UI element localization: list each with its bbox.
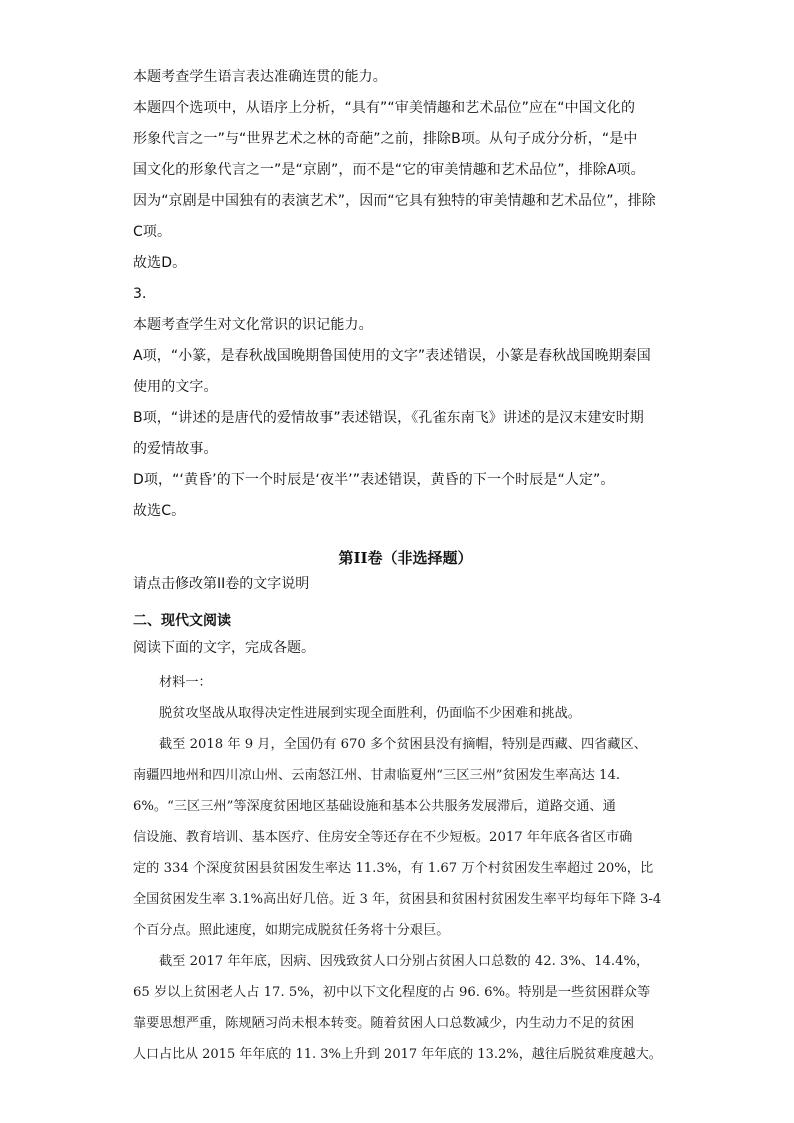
material-line: 65 岁以上贫困老人占 17. 5%，初中以下文化程度的占 96. 6%。特别是一些贫困群众等 — [133, 985, 651, 1000]
part2-title: 第II卷（非选择题） — [338, 549, 473, 567]
answer-line: 本题考查学生语言表达准确连贯的能力。 — [133, 69, 387, 85]
answer-line: 的爱情故事。 — [133, 441, 218, 457]
answer-line: 故选C。 — [133, 503, 186, 519]
answer-line: 国文化的形象代言之一”是“京剧”，而不是“它的审美情趣和艺术品位”，排除A项。 — [133, 162, 645, 178]
material-line: 人口占比从 2015 年年底的 11. 3%上升到 2017 年年底的 13.2%，越往后脱贫难度越大。 — [133, 1047, 662, 1062]
answer-line: D项，“‘黄昏’的下一个时辰是‘夜半’”表述错误，黄昏的下一个时辰是“人定”。 — [133, 472, 615, 488]
material-line: 脱贫攻坚战从取得决定性进展到实现全面胜利，仍面临不少困难和挑战。 — [159, 706, 581, 721]
answer-line: 形象代言之一”与“世界艺术之林的奇葩”之前，排除B项。从句子成分分析，“是中 — [133, 131, 638, 147]
answer-line: 本题考查学生对文化常识的识记能力。 — [133, 317, 373, 333]
question-number: 3． — [133, 286, 157, 302]
material-line: 信设施、教育培训、基本医疗、住房安全等还存在不少短板。2017 年年底各省区市确 — [133, 830, 633, 845]
answer-line: 因为“京剧是中国独有的表演艺术”，因而“它具有独特的审美情趣和艺术品位”，排除 — [133, 193, 656, 209]
answer-line: C项。 — [133, 224, 172, 240]
material-line: 截至 2017 年年底，因病、因残致贫人口分别占贫困人口总数的 42. 3%、14.4%， — [159, 954, 650, 969]
answer-line: A项，“小篆，是春秋战国晚期鲁国使用的文字”表述错误，小篆是春秋战国晚期秦国 — [133, 348, 651, 364]
answer-block-3 — [133, 279, 668, 527]
answer-line: B项，“讲述的是唐代的爱情故事”表述错误，《孔雀东南飞》讲述的是汉末建安时期 — [133, 410, 644, 426]
material-line: 个百分点。照此速度，如期完成脱贫任务将十分艰巨。 — [133, 923, 450, 938]
material-label: 材料一： — [159, 675, 212, 690]
section-instruction: 阅读下面的文字，完成各题。 — [133, 640, 315, 656]
material-line: 定的 334 个深度贫困县贫困发生率达 11.3%，有 1.67 万个村贫困发生率超过 20%，比 — [133, 861, 654, 876]
material-line: 全国贫困发生率 3.1%高出好几倍。近 3 年，贫困县和贫困村贫困发生率平均每年下降 3-4 — [133, 892, 662, 907]
material-line: 靠要思想严重，陈规陋习尚未根本转变。随着贫困人口总数减少，内生动力不足的贫困 — [133, 1016, 635, 1031]
material-line: 截至 2018 年 9 月，全国仍有 670 多个贫困县没有摘帽，特别是西藏、四省藏区、 — [159, 737, 647, 752]
material-line: 6%。“三区三州”等深度贫困地区基础设施和基本公共服务发展滞后，道路交通、通 — [133, 799, 616, 814]
answer-block-2 — [133, 62, 668, 279]
answer-line: 本题四个选项中，从语序上分析，“具有”“审美情趣和艺术品位”应在“中国文化的 — [133, 100, 636, 116]
answer-line: 故选D。 — [133, 255, 187, 271]
part2-subtitle[interactable]: 请点击修改第II卷的文字说明 — [133, 576, 310, 592]
section-heading: 二、现代文阅读 — [133, 613, 231, 629]
material-line: 南疆四地州和四川凉山州、云南怒江州、甘肃临夏州“三区三州”贫困发生率高达 14. — [133, 768, 621, 783]
reading-material — [133, 667, 668, 1070]
answer-line: 使用的文字。 — [133, 379, 218, 395]
